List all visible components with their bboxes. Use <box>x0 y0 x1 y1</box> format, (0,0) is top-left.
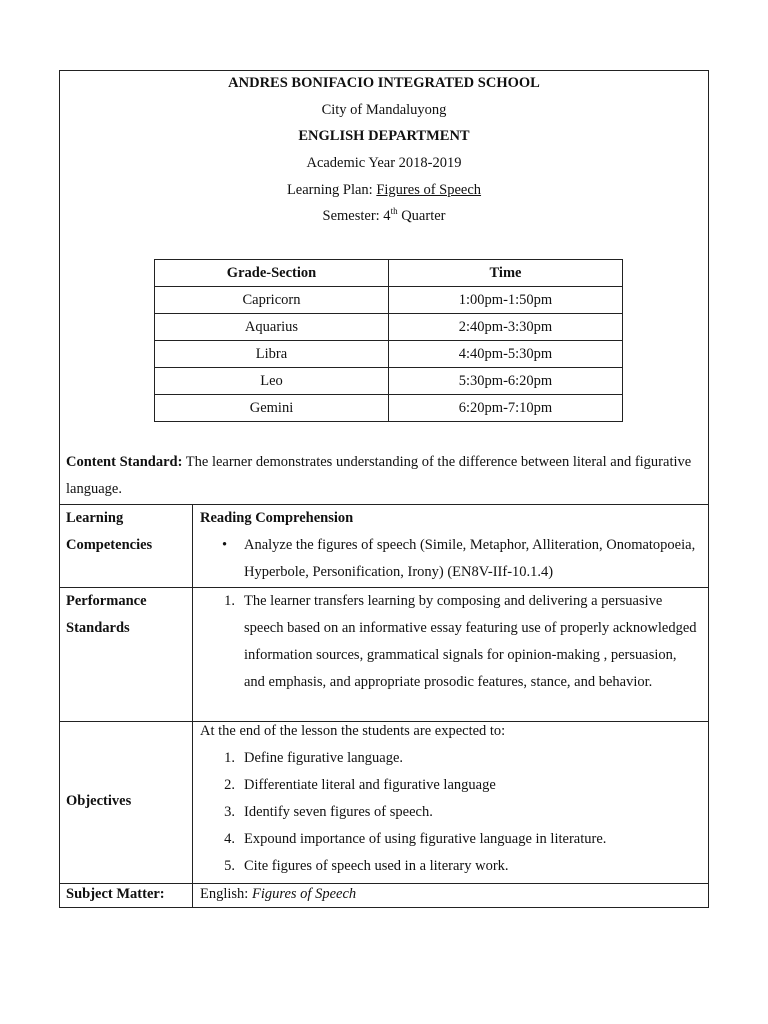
learning-plan-prefix: Learning Plan: <box>286 181 377 198</box>
list-item <box>200 772 700 799</box>
time-cell: 4:40pm-5:30pm <box>389 341 623 368</box>
subject-matter-prefix: English: <box>200 886 252 902</box>
department-name: ENGLISH DEPARTMENT <box>298 128 470 145</box>
column-header-grade-section: Grade-Section <box>155 260 389 287</box>
learning-competencies-row <box>60 504 708 587</box>
learning-competencies-content <box>200 505 700 586</box>
performance-standards-row <box>60 587 708 721</box>
column-header-time: Time <box>389 260 623 287</box>
table-row <box>155 368 623 395</box>
list-number: 5. <box>224 858 235 874</box>
content-standard-label: Content Standard: <box>66 454 183 470</box>
table-row <box>155 287 623 314</box>
grade-section-cell: Gemini <box>155 395 389 422</box>
content-standard-text: The learner demonstrates understanding of the difference between literal and figurative language. <box>66 454 692 497</box>
time-cell: 2:40pm-3:30pm <box>389 314 623 341</box>
column-divider <box>192 884 193 908</box>
objectives-intro: At the end of the lesson the students are expected to: <box>200 723 506 739</box>
table-row <box>155 314 623 341</box>
learning-competencies-label: Learning Competencies <box>66 510 153 553</box>
time-cell: 5:30pm-6:20pm <box>389 368 623 395</box>
reading-comprehension-heading: Reading Comprehension <box>200 510 354 526</box>
column-divider <box>192 505 193 587</box>
table-row <box>155 395 623 422</box>
time-cell: 1:00pm-1:50pm <box>389 287 623 314</box>
performance-standards-label: Performance Standards <box>66 593 147 636</box>
objectives-label: Objectives <box>66 793 132 809</box>
list-number: 1. <box>224 750 235 766</box>
list-item <box>200 588 700 696</box>
competency-text: Analyze the figures of speech (Simile, Metaphor, Alliteration, Onomatopoeia, Hyperbole, Personification, Irony) (EN8V-IIf-10.1.4) <box>244 537 696 580</box>
column-divider <box>192 588 193 721</box>
subject-matter-label: Subject Matter: <box>66 886 165 902</box>
list-item <box>200 745 700 772</box>
content-standard <box>66 449 696 503</box>
academic-year: Academic Year 2018-2019 <box>306 155 462 172</box>
column-divider <box>192 722 193 883</box>
subject-matter-row <box>60 883 708 908</box>
document-header <box>60 71 708 233</box>
semester-prefix: Semester: 4 <box>322 208 391 225</box>
objective-text: Identify seven figures of speech. <box>244 804 433 820</box>
list-number: 3. <box>224 804 235 820</box>
performance-standard-text: The learner transfers learning by composing and delivering a persuasive speech based on an informative essay featuring use of properly acknowledged information sources, grammatical signals for opinion-making , persuasion, and emphasis, and appropriate prosodic features, stance, and behavior. <box>244 593 697 690</box>
objectives-content <box>200 718 700 880</box>
time-cell: 6:20pm-7:10pm <box>389 395 623 422</box>
objective-text: Expound importance of using figurative language in literature. <box>244 831 607 847</box>
school-name: ANDRES BONIFACIO INTEGRATED SCHOOL <box>228 75 540 91</box>
list-item <box>200 532 700 586</box>
list-number: 4. <box>224 831 235 847</box>
learning-plan-line <box>60 180 708 207</box>
schedule-header-row <box>155 260 623 287</box>
list-number: 1. <box>224 593 235 609</box>
objective-text: Define figurative language. <box>244 750 404 766</box>
subject-matter-content <box>200 884 700 904</box>
bullet-marker: • <box>222 537 228 553</box>
objective-text: Differentiate literal and figurative language <box>244 777 496 793</box>
city-name: City of Mandaluyong <box>321 101 447 118</box>
performance-standards-content <box>200 588 700 696</box>
semester-line <box>60 206 708 233</box>
semester-suffix: Quarter <box>397 208 446 225</box>
subject-matter-topic: Figures of Speech <box>251 886 357 902</box>
list-number: 2. <box>224 777 235 793</box>
objective-text: Cite figures of speech used in a literary work. <box>244 858 509 874</box>
learning-plan-document <box>59 70 709 908</box>
schedule-table <box>154 259 623 422</box>
grade-section-cell: Leo <box>155 368 389 395</box>
grade-section-cell: Aquarius <box>155 314 389 341</box>
table-row <box>155 341 623 368</box>
learning-plan-title: Figures of Speech <box>376 181 482 198</box>
semester-sup: th <box>390 206 398 217</box>
list-item <box>200 853 700 880</box>
objectives-row <box>60 721 708 883</box>
list-item <box>200 826 700 853</box>
list-item <box>200 799 700 826</box>
grade-section-cell: Capricorn <box>155 287 389 314</box>
grade-section-cell: Libra <box>155 341 389 368</box>
